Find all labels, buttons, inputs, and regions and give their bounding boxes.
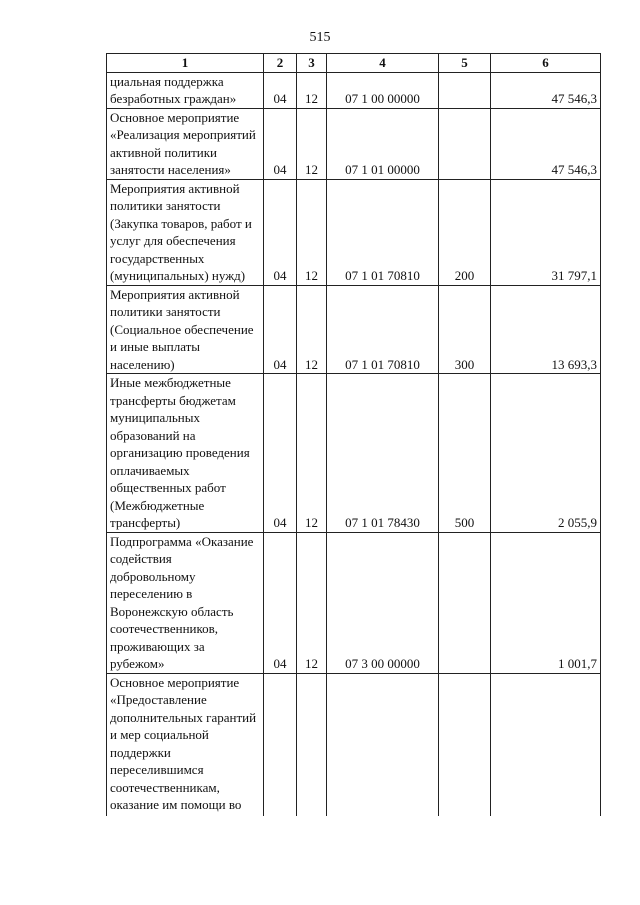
table-header-row xyxy=(107,54,601,73)
expense-type-cell: 500 xyxy=(439,374,491,533)
section-cell xyxy=(264,673,297,816)
table-row xyxy=(107,285,601,374)
expense-type-cell xyxy=(439,72,491,108)
expense-type-cell: 200 xyxy=(439,179,491,285)
column-header: 1 xyxy=(107,54,264,73)
target-article-cell: 07 1 01 78430 xyxy=(327,374,439,533)
expense-type-cell xyxy=(439,108,491,179)
row-name-cell: Основное мероприятие «Предоставление дополнительных гарантий и мер социальной поддержки переселившимся соотечественникам, оказание им помощи во xyxy=(107,673,264,816)
subsection-cell: 12 xyxy=(297,72,327,108)
amount-cell: 47 546,3 xyxy=(491,72,601,108)
amount-cell: 13 693,3 xyxy=(491,285,601,374)
table-row xyxy=(107,108,601,179)
row-name-cell: Иные межбюджетные трансферты бюджетам муниципальных образований на организацию проведения оплачиваемых общественных работ (Межбюджетные трансферты) xyxy=(107,374,264,533)
target-article-cell: 07 1 01 00000 xyxy=(327,108,439,179)
table-row xyxy=(107,72,601,108)
target-article-cell: 07 1 00 00000 xyxy=(327,72,439,108)
subsection-cell: 12 xyxy=(297,374,327,533)
amount-cell: 31 797,1 xyxy=(491,179,601,285)
row-name-cell: Подпрограмма «Оказание содействия добровольному переселению в Воронежскую область соотечественников, проживающих за рубежом» xyxy=(107,532,264,673)
amount-cell: 2 055,9 xyxy=(491,374,601,533)
subsection-cell: 12 xyxy=(297,285,327,374)
target-article-cell: 07 1 01 70810 xyxy=(327,179,439,285)
budget-table xyxy=(106,53,601,816)
row-name-cell: Основное мероприятие «Реализация мероприятий активной политики занятости населения» xyxy=(107,108,264,179)
target-article-cell: 07 3 00 00000 xyxy=(327,532,439,673)
table-row xyxy=(107,179,601,285)
table-row xyxy=(107,374,601,533)
column-header: 2 xyxy=(264,54,297,73)
column-header: 5 xyxy=(439,54,491,73)
column-header: 3 xyxy=(297,54,327,73)
row-name-cell: Мероприятия активной политики занятости (Социальное обеспечение и иные выплаты населению) xyxy=(107,285,264,374)
expense-type-cell: 300 xyxy=(439,285,491,374)
subsection-cell: 12 xyxy=(297,532,327,673)
section-cell: 04 xyxy=(264,72,297,108)
section-cell: 04 xyxy=(264,285,297,374)
page-number: 515 xyxy=(309,30,331,45)
target-article-cell xyxy=(327,673,439,816)
column-header: 4 xyxy=(327,54,439,73)
subsection-cell: 12 xyxy=(297,108,327,179)
row-name-cell: Мероприятия активной политики занятости (Закупка товаров, работ и услуг для обеспечения государственных (муниципальных) нужд) xyxy=(107,179,264,285)
section-cell: 04 xyxy=(264,108,297,179)
expense-type-cell xyxy=(439,673,491,816)
column-header: 6 xyxy=(491,54,601,73)
amount-cell: 1 001,7 xyxy=(491,532,601,673)
subsection-cell xyxy=(297,673,327,816)
expense-type-cell xyxy=(439,532,491,673)
section-cell: 04 xyxy=(264,374,297,533)
row-name-cell: циальная поддержка безработных граждан» xyxy=(107,72,264,108)
table-row xyxy=(107,673,601,816)
target-article-cell: 07 1 01 70810 xyxy=(327,285,439,374)
table-row xyxy=(107,532,601,673)
section-cell: 04 xyxy=(264,179,297,285)
section-cell: 04 xyxy=(264,532,297,673)
subsection-cell: 12 xyxy=(297,179,327,285)
amount-cell: 47 546,3 xyxy=(491,108,601,179)
amount-cell xyxy=(491,673,601,816)
